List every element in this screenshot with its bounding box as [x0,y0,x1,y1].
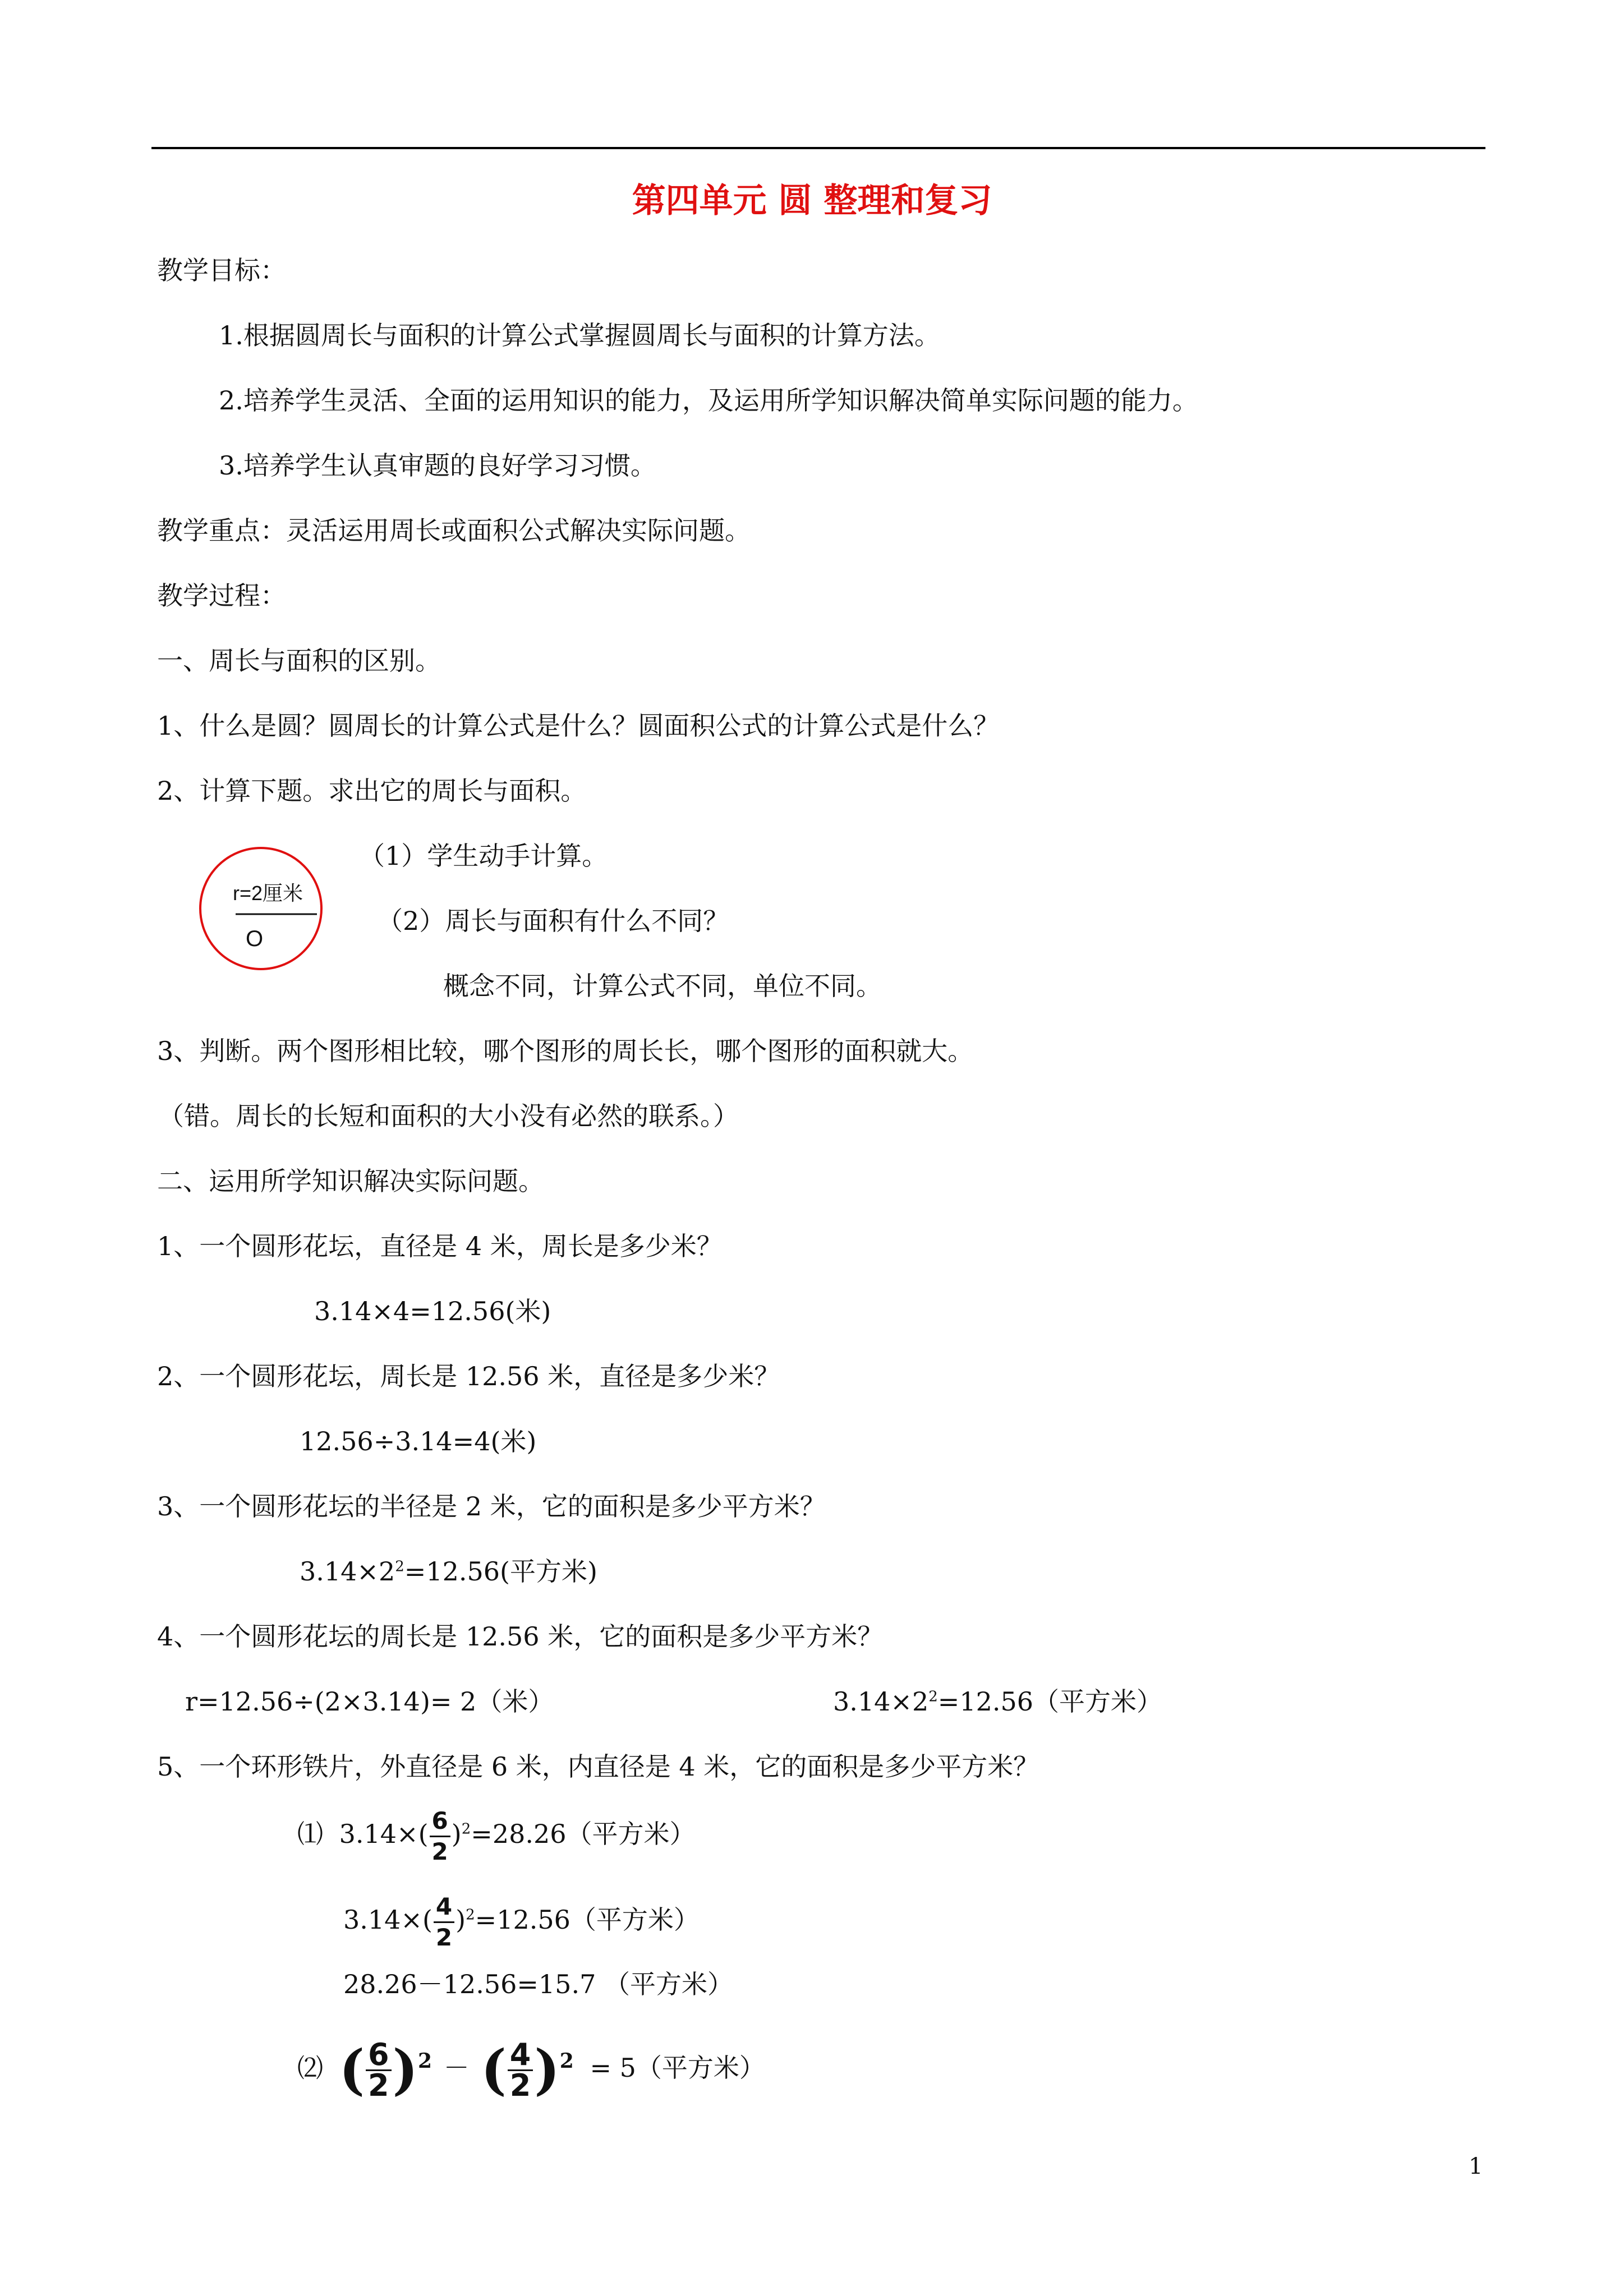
p4-answer-base: 3.14×2 [833,1686,929,1717]
m1l2-exp: 2 [466,1906,475,1924]
page-title: 第四单元 圆 整理和复习 [632,181,992,220]
p4-answer-exp: 2 [928,1688,938,1705]
m2-denominator-2: 2 [509,2067,531,2103]
m1l2-fraction [434,1892,454,1952]
process-heading: 教学过程： [157,580,286,611]
method-1-line-3: 28.26－12.56=15.7 （平方米） [343,1969,733,1999]
m1l1-fraction [430,1806,450,1866]
p3-answer-result: =12.56(平方米) [404,1556,597,1587]
step-2: （2）周长与面积有什么不同？ [377,906,729,936]
goal-1: 1.根据圆周长与面积的计算公式掌握圆周长与面积的计算方法。 [219,320,940,351]
m2-numerator-1: 6 [366,2040,392,2071]
problem-2: 2、一个圆形花坛，周长是 12.56 米，直径是多少米？ [157,1361,780,1391]
m1l1-post: ) [451,1819,462,1849]
m2-denominator-1: 2 [368,2067,389,2103]
goal-3: 3.培养学生认真审题的良好学习习惯。 [219,450,656,481]
section-2-heading: 二、运用所学知识解决实际问题。 [157,1166,544,1196]
method-2-line: ⑵ ( $\frac{6}{2}$ )$^2$ － ( $\frac{4}{2}$ )$^2$ = 5（平方米） [297,2036,765,2103]
goal-2: 2.培养学生灵活、全面的运用知识的能力，及运用所学知识解决简单实际问题的能力。 [219,385,1198,416]
m1l1-pre: 3.14×( [339,1819,429,1849]
circle-figure [196,844,325,973]
m2-exp-2: 2 [559,2049,574,2073]
problem-4: 4、一个圆形花坛的周长是 12.56 米，它的面积是多少平方米？ [157,1621,884,1652]
m1l1-result: =28.26（平方米） [471,1819,696,1849]
question-2: 2、计算下题。求出它的周长与面积。 [157,776,587,806]
question-3-answer: （错。周长的长短和面积的大小没有必然的联系。） [158,1101,739,1131]
m1l2-post: ) [456,1905,466,1935]
m1l2-result: =12.56（平方米） [475,1905,700,1935]
key-point: 教学重点：灵活运用周长或面积公式解决实际问题。 [157,515,751,546]
m2-numerator-2: 4 [508,2040,533,2071]
method-1-line-1 [297,1803,696,1866]
m2-exp-1: 2 [418,2049,433,2073]
method-2-label: ⑵ [297,2053,323,2083]
goals-heading: 教学目标： [157,255,286,285]
center-label: O [246,926,264,951]
section-1-heading: 一、周长与面积的区别。 [157,646,441,676]
question-3: 3、判断。两个图形相比较，哪个图形的周长长，哪个图形的面积就大。 [157,1036,974,1066]
problem-2-answer: 12.56÷3.14=4(米) [300,1426,537,1456]
p3-answer-base: 3.14×2 [300,1556,395,1587]
problem-1-answer: 3.14×4=12.56(米) [314,1296,551,1326]
m1l1-denominator: 2 [431,1837,448,1865]
m1l2-numerator: 4 [434,1892,454,1923]
page-number: 1 [1469,2154,1483,2179]
step-2-answer: 概念不同，计算公式不同，单位不同。 [443,971,882,1001]
problem-4-answer-right [833,1685,1162,1718]
problem-5: 5、一个环形铁片，外直径是 6 米，内直径是 4 米，它的面积是多少平方米？ [157,1751,1039,1782]
m2-fraction-2 [508,2036,533,2103]
m1l1-exp: 2 [461,1820,471,1838]
m1l2-pre: 3.14×( [343,1905,433,1935]
p3-answer-exp: 2 [395,1558,404,1575]
m2-result: = 5（平方米） [590,2053,765,2083]
p4-answer-result: =12.56（平方米） [937,1686,1163,1717]
m1l1-numerator: 6 [430,1806,450,1837]
problem-4-answer-left: r=12.56÷(2×3.14)= 2（米） [185,1686,554,1717]
m1l2-denominator: 2 [435,1923,453,1951]
m2-fraction-1 [366,2036,392,2103]
step-1: （1）学生动手计算。 [359,841,608,871]
problem-3-answer [300,1555,597,1588]
method-1-line-2 [343,1889,700,1952]
radius-label: r=2厘米 [233,882,303,905]
header-rule [151,147,1485,149]
problem-3: 3、一个圆形花坛的半径是 2 米，它的面积是多少平方米？ [157,1491,826,1522]
question-1: 1、什么是圆？圆周长的计算公式是什么？圆面积公式的计算公式是什么？ [157,711,1000,741]
method-1-label: ⑴ [297,1819,323,1849]
problem-1: 1、一个圆形花坛，直径是 4 米，周长是多少米？ [157,1231,723,1261]
m2-minus: － [443,2053,470,2083]
